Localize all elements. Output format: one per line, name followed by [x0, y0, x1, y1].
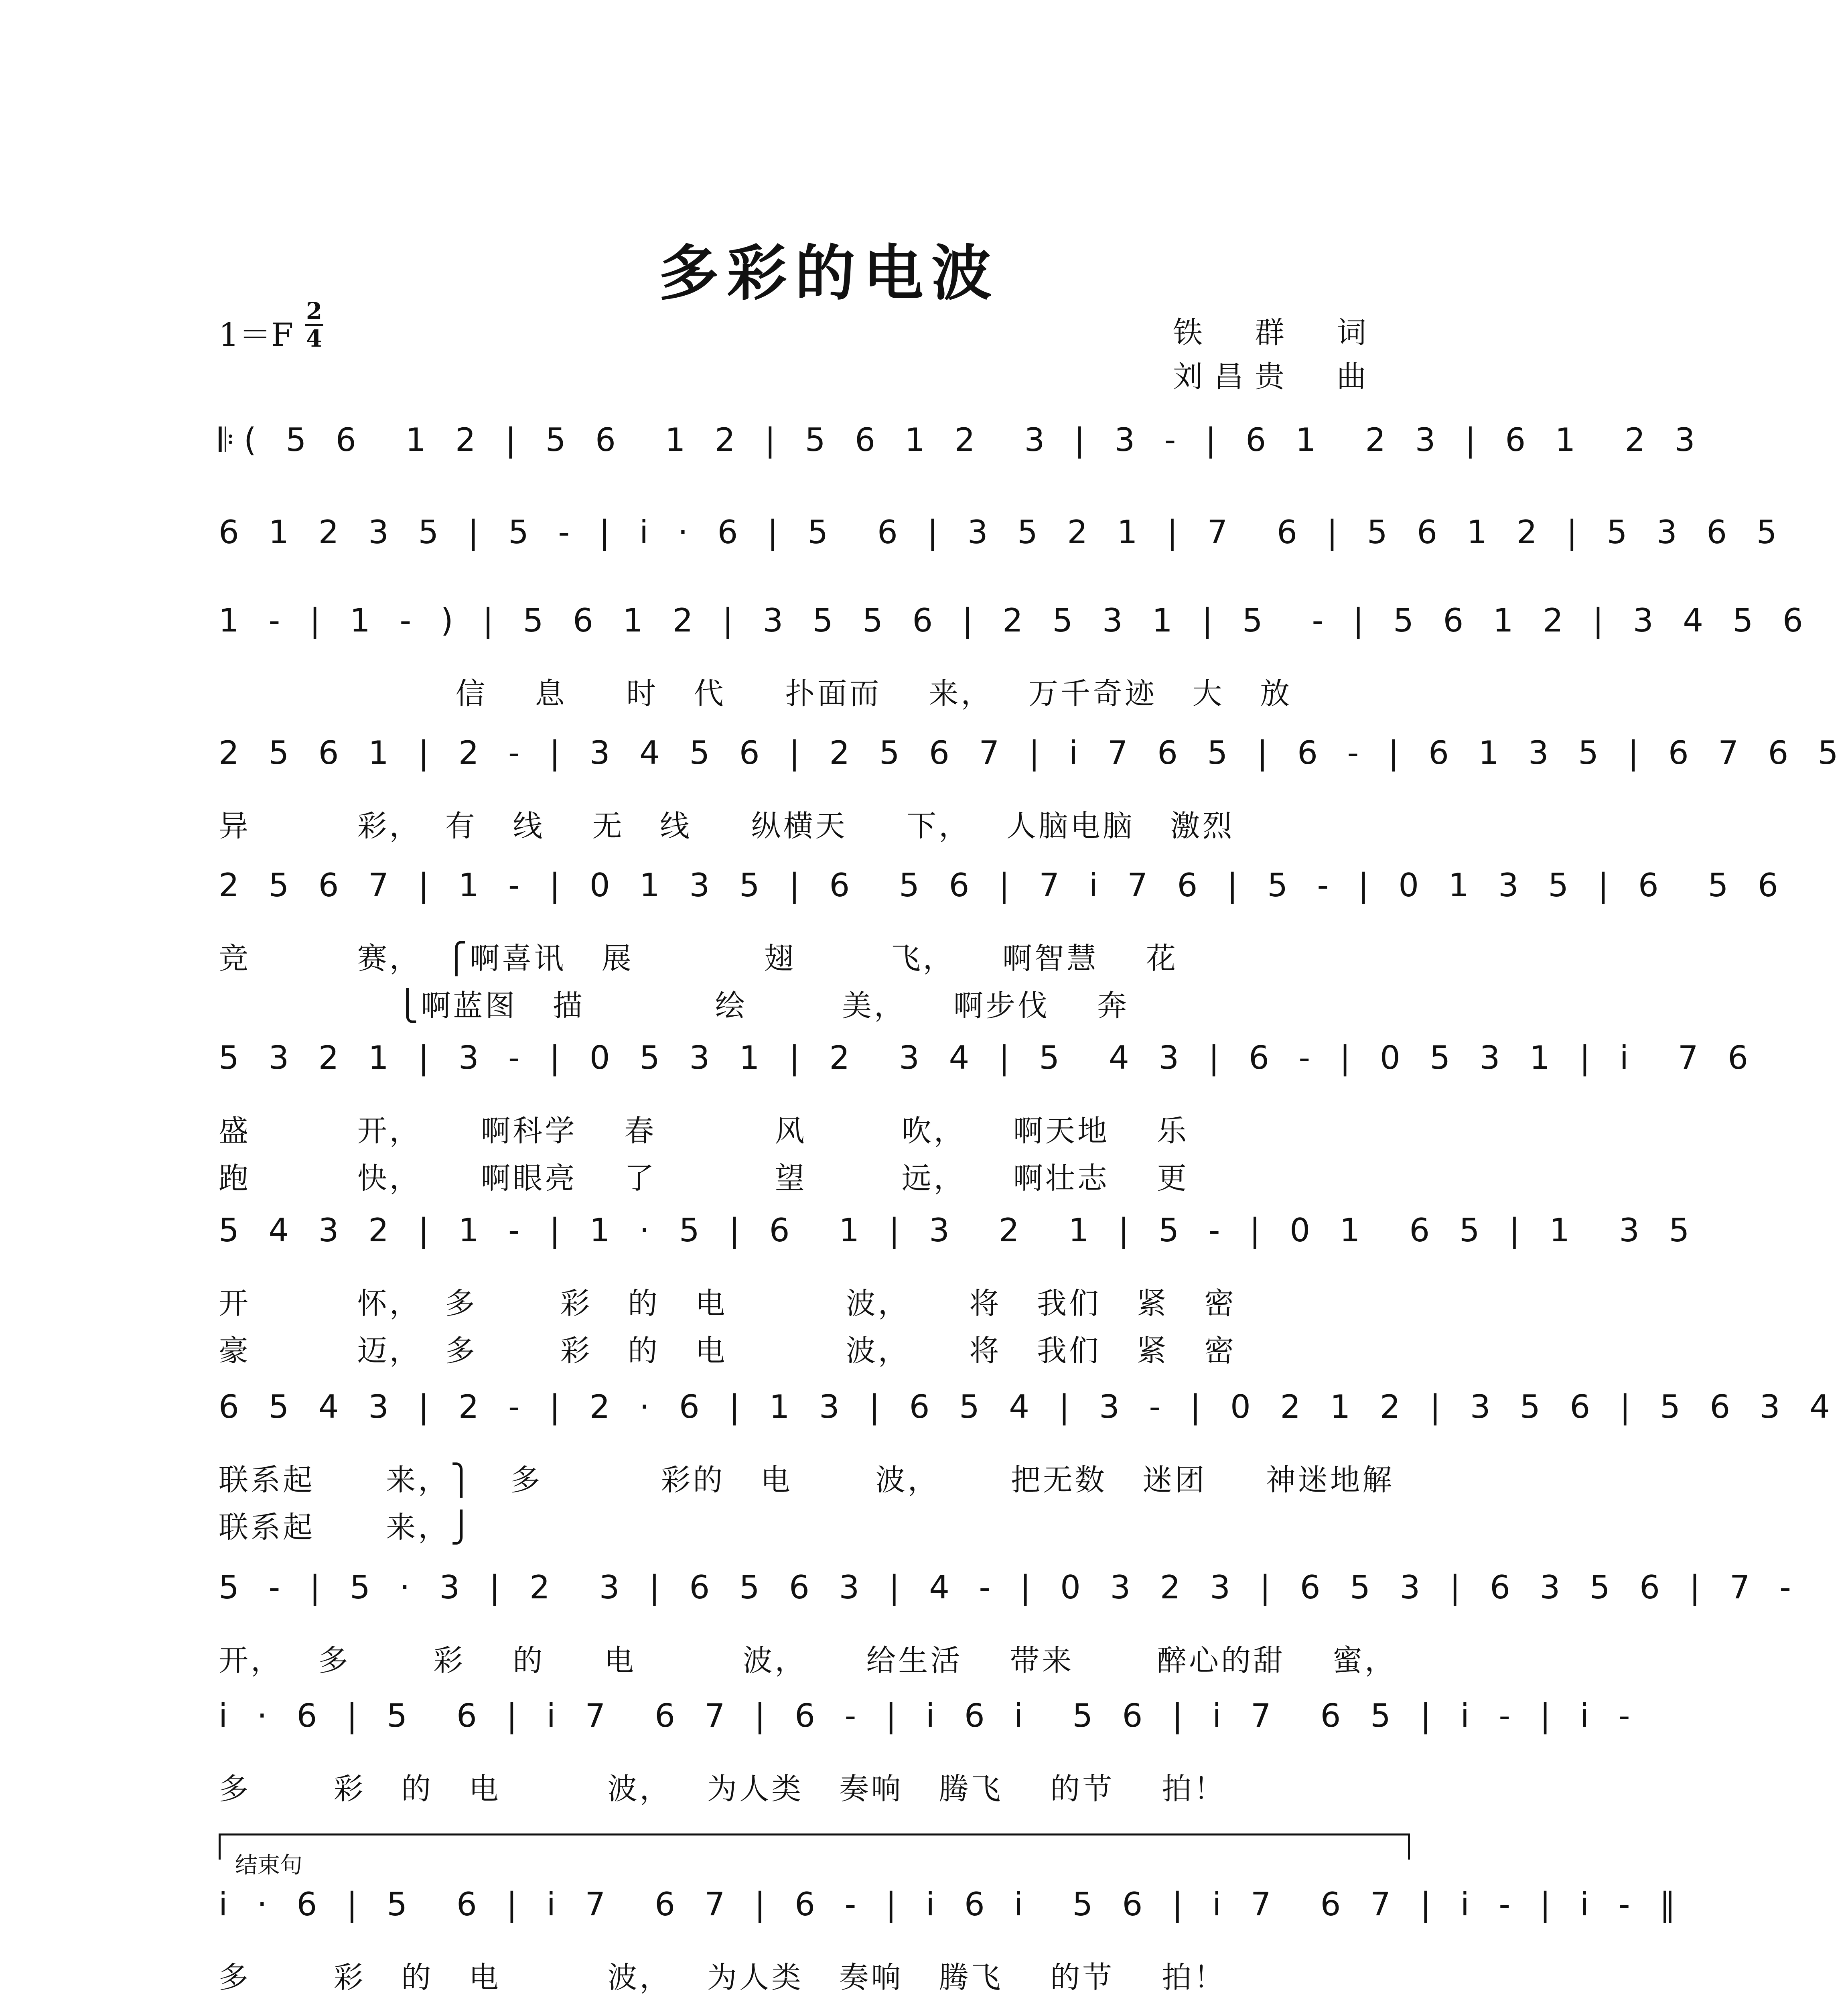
notation-line: 5 - | 5 · 3 | 2 3 | 6 5 6 3 | 4 - | 0 3 2 3 | 6 5 3 | 6 3 5 6 | 7 -: [219, 1569, 1801, 1606]
notation-line: 6 1 2 3 5 | 5 - | i · 6 | 5 6 | 3 5 2 1 | 7 6 | 5 6 1 2 | 5 3 6 5: [219, 514, 1787, 551]
lyric-line-verse-2: 联系起 来，⎭: [219, 1510, 475, 1545]
song-title: 多彩的电波: [658, 238, 1000, 309]
score-system-9: [219, 1569, 1801, 1684]
lyric-line-verse-2: ⎩啊蓝图 描 绘 美， 啊步伐 奔: [219, 989, 1130, 1023]
ending-label: 结束句: [235, 1852, 302, 1878]
score-system-8: [219, 1388, 1840, 1551]
notation-line: 1 - | 1 - ) | 5 6 1 2 | 3 5 5 6 | 2 5 3 1 | 5 - | 5 6 1 2 | 3 4 5 6: [219, 602, 1813, 639]
lyric-line-verse-1: 盛 开， 啊科学 春 风 吹， 啊天地 乐: [219, 1114, 1189, 1148]
lyric-line-verse-2: 跑 快， 啊眼亮 了 望 远， 啊壮志 更: [219, 1161, 1189, 1196]
composer-credit: 刘昌贵 曲: [1173, 359, 1377, 394]
notation-line: 2 5 6 1 | 2 - | 3 4 5 6 | 2 5 6 7 | i 7 6 5 | 6 - | 6 1 3 5 | 6 7 6 5: [219, 734, 1848, 772]
lyric-line: 异 彩， 有 线 无 线 纵横天 下， 人脑电脑 激烈: [219, 809, 1235, 843]
lyric-line-verse-1: 竞 赛， ⎧啊喜讯 展 翅 飞， 啊智慧 花: [219, 941, 1178, 976]
notation-line: 𝄆( 5 6 1 2 | 5 6 1 2 | 5 6 1 2 3 | 3 - | 6 1 2 3 | 6 1 2 3: [219, 421, 1705, 459]
score-system-1: [219, 421, 1705, 489]
ending-bracket: [219, 1833, 1410, 1878]
lyric-line: 多 彩 的 电 波， 为人类 奏响 腾飞 的节 拍！: [219, 1960, 1226, 1995]
score-system-5: [219, 867, 1788, 1029]
score-system-6: [219, 1039, 1758, 1202]
notation-line: 6 5 4 3 | 2 - | 2 · 6 | 1 3 | 6 5 4 | 3 - | 0 2 1 2 | 3 5 6 | 5 6 3 4: [219, 1388, 1840, 1425]
notation-line: i · 6 | 5 6 | i 7 6 7 | 6 - | i 6 i 5 6 | i 7 6 7 | i - | i - ‖: [219, 1886, 1686, 1923]
lyric-line: 信 息 时 代 扑面而 来， 万千奇迹 大 放: [219, 676, 1292, 711]
lyric-line-verse-1: 开 怀， 多 彩 的 电 波， 将 我们 紧 密: [219, 1286, 1237, 1321]
lyric-line: 多 彩 的 电 波， 为人类 奏响 腾飞 的节 拍！: [219, 1772, 1226, 1806]
meter-bottom: 4: [306, 325, 323, 352]
score-system-2: [219, 514, 1787, 582]
score-system-3: [219, 602, 1813, 717]
lyric-line-verse-2: 豪 迈， 多 彩 的 电 波， 将 我们 紧 密: [219, 1334, 1237, 1368]
score-system-7: [219, 1212, 1699, 1375]
meter-top: 2: [306, 297, 323, 325]
notation-line: i · 6 | 5 6 | i 7 6 7 | 6 - | i 6 i 5 6 | i 7 6 5 | i - | i -: [219, 1697, 1640, 1734]
score-system-ending: [219, 1886, 1686, 2001]
score-system-10: [219, 1697, 1640, 1813]
notation-line: 5 4 3 2 | 1 - | 1 · 5 | 6 1 | 3 2 1 | 5 - | 0 1 6 5 | 1 3 5: [219, 1212, 1699, 1249]
lyric-line: 开， 多 彩 的 电 波， 给生活 带来 醉心的甜 蜜，: [219, 1643, 1397, 1678]
key-signature: 1＝F: [219, 316, 294, 353]
notation-line: 2 5 6 7 | 1 - | 0 1 3 5 | 6 5 6 | 7 i 7 6 | 5 - | 0 1 3 5 | 6 5 6: [219, 867, 1788, 904]
notation-line: 5 3 2 1 | 3 - | 0 5 3 1 | 2 3 4 | 5 4 3 | 6 - | 0 5 3 1 | i 7 6: [219, 1039, 1758, 1076]
lyricist-credit: 铁 群 词: [1173, 315, 1377, 350]
score-system-4: [219, 734, 1848, 850]
lyric-line-verse-1: 联系起 来，⎫ 多 彩的 电 波， 把无数 迷团 神迷地解: [219, 1463, 1394, 1497]
time-signature: [305, 299, 323, 351]
